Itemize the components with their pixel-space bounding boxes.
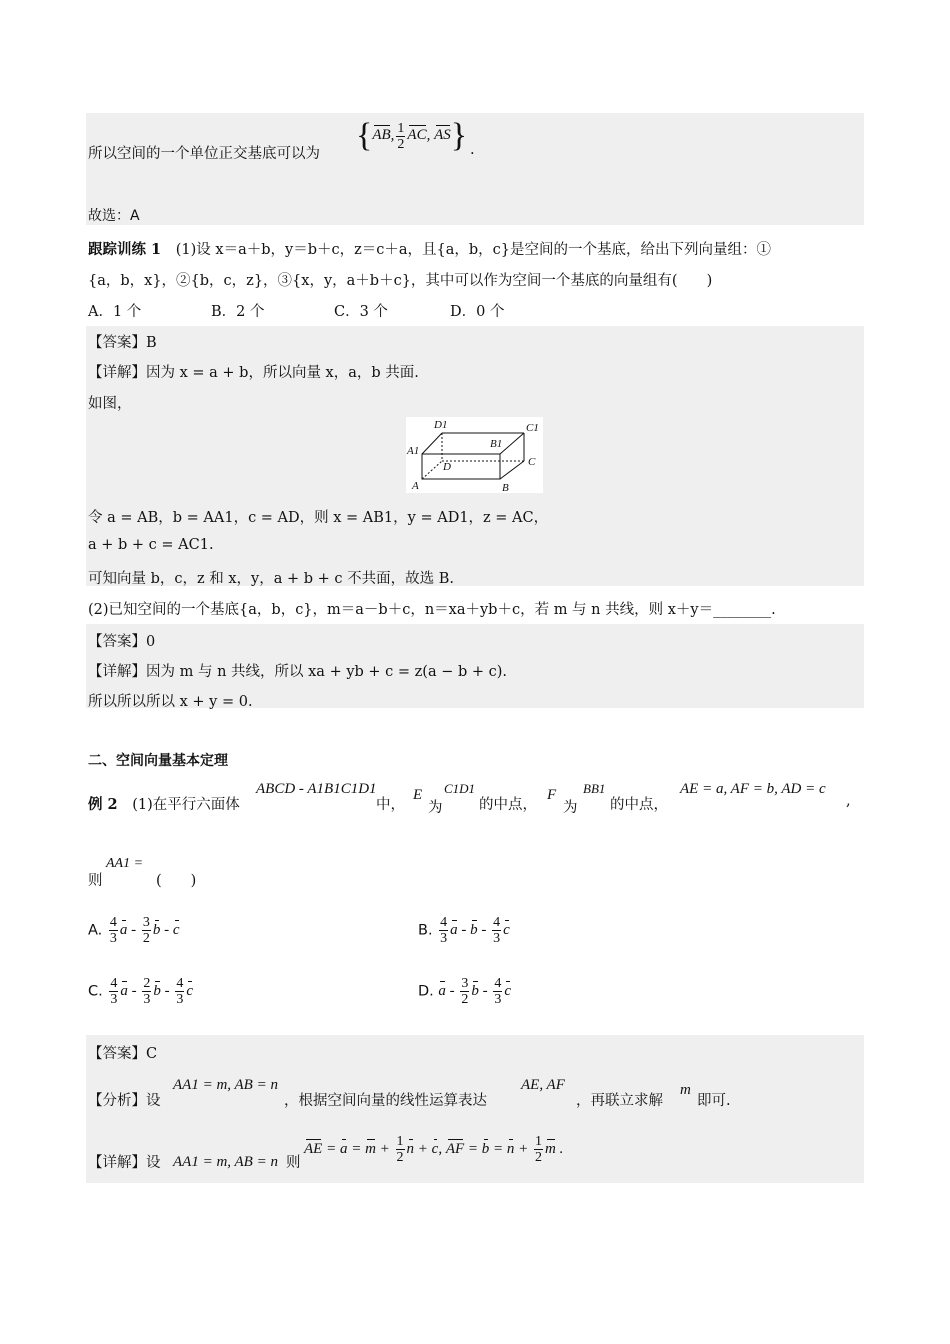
- exercise1-option-b: B．2 个: [211, 304, 265, 320]
- exercise1-answer2: 【答案】0: [88, 634, 156, 650]
- cuboid-diagram: [406, 417, 543, 493]
- ask-expr: AA1 =: [106, 856, 144, 871]
- detail-expr: AE = a = m + $\frac{1}{2}$ n + c, AF = b = n + $\frac{1}{2}$ m .: [304, 1134, 564, 1165]
- cuboid-figure: [406, 417, 543, 493]
- analysis-var: m: [680, 1082, 691, 1098]
- example2-mid2: 为: [428, 800, 443, 816]
- example2-comma: ,: [846, 793, 851, 809]
- answer-pick: 故选：A: [88, 208, 140, 224]
- parallelepiped-name: ABCD - A1B1C1D1: [256, 781, 377, 797]
- segment-bb1: BB1: [583, 781, 606, 796]
- example2-mid3: 的中点，: [479, 797, 537, 813]
- exercise1-option-a: A．1 个: [88, 304, 142, 320]
- exercise1-q2-detail2: 所以所以所以 x + y = 0.: [88, 694, 253, 710]
- label-c1: C1: [526, 422, 539, 434]
- example2-option-b: B. $\frac{4}{3}$ a - b - $\frac{4}{3}$ c: [418, 915, 510, 946]
- example2-option-d: D. a - $\frac{3}{2}$ b - $\frac{4}{3}$ c: [418, 976, 512, 1007]
- basis-set-formula: {AB, $\frac{1}{2}$ AC, AS}: [356, 117, 468, 154]
- analysis-expr: AE, AF: [521, 1077, 565, 1093]
- example2-mid5: 的中点，: [610, 797, 668, 813]
- label-a: A: [412, 480, 419, 492]
- solution-block-top: [86, 113, 864, 225]
- analysis-mid: ，根据空间向量的线性运算表达: [284, 1093, 487, 1109]
- analysis-end: ，再联立求解: [576, 1093, 663, 1109]
- example2-mid4: 为: [563, 800, 578, 816]
- section2-heading: 二、空间向量基本定理: [88, 753, 228, 769]
- example2-line: [88, 793, 240, 814]
- exercise1-detail1: 【详解】因为 x = a + b，所以向量 x，a，b 共面.: [88, 365, 419, 381]
- ask-prefix: 则: [88, 873, 103, 889]
- example2-option-c: C. $\frac{4}{3}$ a - $\frac{2}{3}$ b - $\frac{4}{3}$ c: [88, 976, 194, 1007]
- exercise1-answer: 【答案】B: [88, 335, 157, 351]
- exercise1-label: 跟踪训练 1: [88, 241, 162, 258]
- example2-mid1: 中，: [376, 797, 405, 813]
- label-a1: A1: [407, 445, 420, 457]
- exercise1-question2: (2)已知空间的一个基底{a，b，c}，m＝a－b＋c，n＝xa＋yb＋c，若 m 与 n 共线，则 x＋y＝________.: [88, 602, 776, 618]
- exercise1-option-c: C．3 个: [334, 304, 388, 320]
- exercise1-detail5: 可知向量 b，c，z 和 x，y，a + b + c 不共面，故选 B.: [88, 571, 455, 587]
- point-f: F: [547, 787, 557, 803]
- exercise1-option-d: D．0 个: [450, 304, 505, 320]
- segment-c1d1: C1D1: [444, 781, 476, 796]
- label-c: C: [528, 456, 536, 468]
- basis-line-prefix: 所以空间的一个单位正交基底可以为: [88, 146, 320, 162]
- exercise1-detail3: 令 a = AB，b = AA1，c = AD，则 x = AB1，y = AD1，z = AC，: [88, 510, 549, 526]
- label-d1: D1: [434, 419, 448, 431]
- label-b1: B1: [490, 438, 503, 450]
- label-b: B: [502, 482, 509, 493]
- exercise1-line1: [88, 238, 771, 259]
- basis-line-end: .: [470, 142, 475, 158]
- exercise1-q2-detail1: 【详解】因为 m 与 n 共线，所以 xa + yb + c = z(a − b + c).: [88, 664, 507, 680]
- example2-text-a: (1)在平行六面体: [132, 797, 240, 813]
- label-d: D: [443, 461, 451, 473]
- exercise1-question-part1: (1)设 x＝a＋b，y＝b＋c，z＝c＋a，且{a，b，c}是空间的一个基底，给出下列向量组：①: [175, 242, 771, 258]
- example2-label: 例 2: [88, 796, 118, 813]
- exercise1-detail2: 如图，: [88, 396, 132, 412]
- example2-answer: 【答案】C: [88, 1046, 158, 1062]
- exercise1-detail4: a + b + c = AC1.: [88, 537, 214, 553]
- analysis-tail: 即可.: [697, 1093, 731, 1109]
- exercise1-question-part2: {a，b，x}，②{b，c，z}，③{x，y，a＋b＋c}，其中可以作为空间一个基底的向量组有( ): [88, 273, 713, 289]
- analysis-set: AA1 = m, AB = n: [173, 1077, 278, 1093]
- detail-set: AA1 = m, AB = n: [173, 1154, 278, 1170]
- detail-then: 则: [286, 1155, 301, 1171]
- example2-detail: 【详解】设: [88, 1155, 161, 1171]
- example2-option-a: A. $\frac{4}{3}$ a - $\frac{3}{2}$ b - c: [88, 915, 180, 946]
- ask-paren: ( ): [156, 873, 197, 889]
- basis-line: [88, 142, 320, 163]
- example2-ask: [88, 869, 103, 890]
- point-e: E: [413, 787, 423, 803]
- example2-analysis: 【分析】设: [88, 1093, 161, 1109]
- example2-givens: AE = a, AF = b, AD = c: [680, 781, 826, 797]
